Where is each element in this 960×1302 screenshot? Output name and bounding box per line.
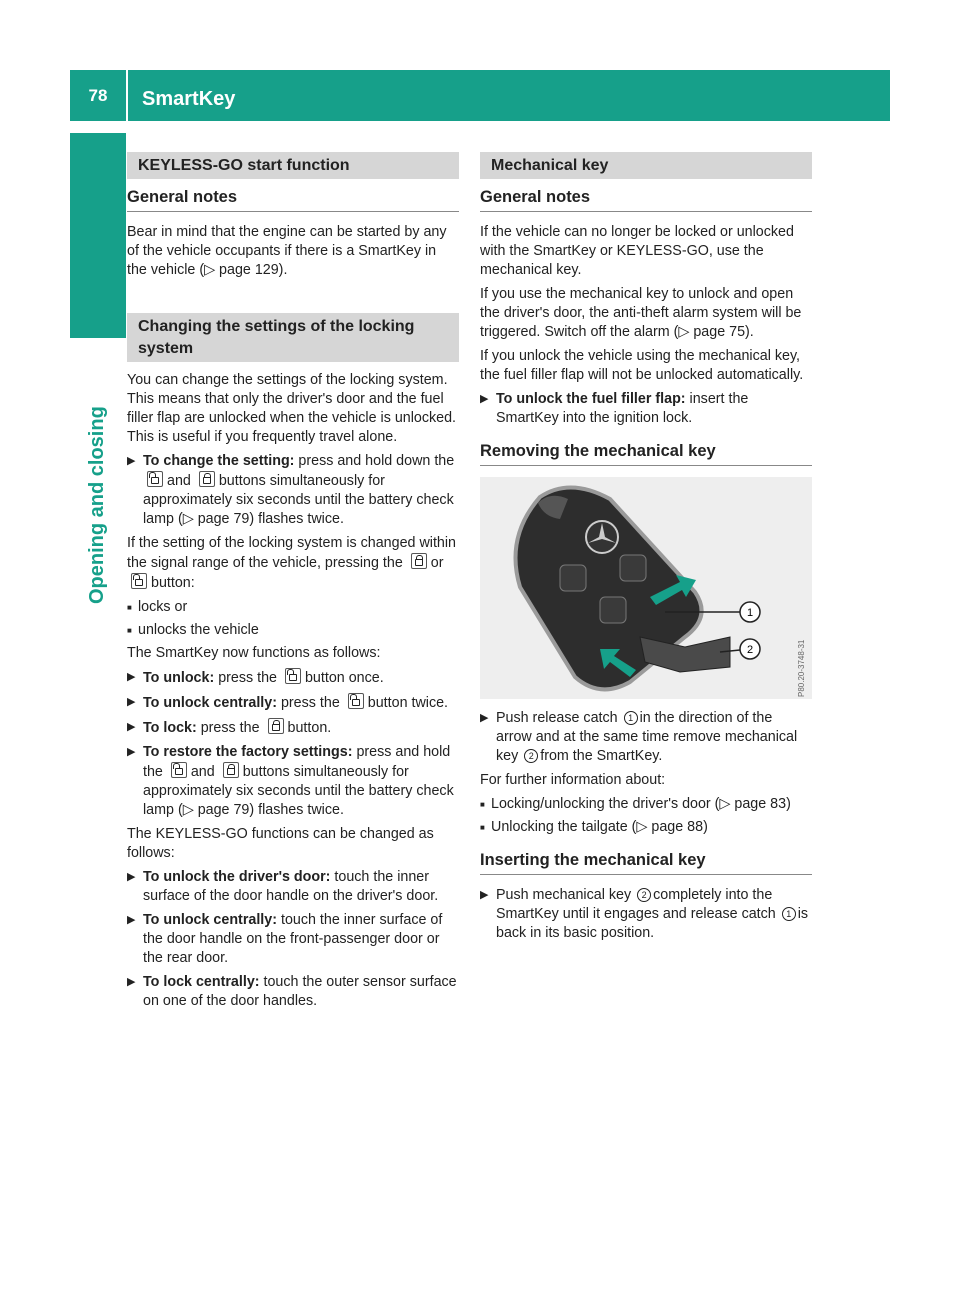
- unlock-button-icon: [131, 573, 147, 589]
- list-item: ■ Unlocking the tailgate (▷ page 88): [480, 818, 812, 837]
- callout-2: 2: [524, 749, 538, 763]
- paragraph: The KEYLESS-GO functions can be changed as follows:: [127, 826, 434, 861]
- left-column: [127, 152, 459, 1016]
- figure-label-2: 2: [746, 644, 754, 656]
- subsection-title: Removing the mechanical key: [480, 442, 812, 466]
- step-change-setting: ▶ To change the setting: press and hold down the and buttons simultaneously for approximately six seconds until the battery check lamp (▷ page 79) flashes twice.: [127, 452, 459, 529]
- step-insert-key: ▶ Push mechanical key 2 completely into the SmartKey until it engages and release catch 1 is back in its basic position.: [480, 886, 812, 943]
- paragraph: If the vehicle can no longer be locked or unlocked with the SmartKey or KEYLESS-GO, use the mechanical key.: [480, 224, 794, 278]
- step-unlock-centrally: ▶ To unlock centrally: press the button twice.: [127, 693, 459, 713]
- side-tab-marker: [70, 133, 126, 338]
- subsection-title: Inserting the mechanical key: [480, 851, 812, 875]
- paragraph: Bear in mind that the engine can be started by any of the vehicle occupants if there is a SmartKey in the vehicle (▷ page 129).: [127, 224, 447, 278]
- callout-1: 1: [624, 711, 638, 725]
- paragraph: If you unlock the vehicle using the mechanical key, the fuel filler flap will not be unlocked automatically.: [480, 348, 804, 383]
- step-lock: ▶ To lock: press the button.: [127, 718, 459, 738]
- lock-button-icon: [223, 762, 239, 778]
- header-divider: [126, 70, 128, 121]
- step-remove-key: ▶ Push release catch 1 in the direction of the arrow and at the same time remove mechanical key 2 from the SmartKey.: [480, 709, 812, 766]
- section-title: KEYLESS-GO start function: [127, 152, 459, 179]
- section-title: Mechanical key: [480, 152, 812, 179]
- unlock-button-icon: [147, 471, 163, 487]
- lock-button-icon: [411, 553, 427, 569]
- subsection-title: General notes: [127, 188, 459, 212]
- side-tab: [70, 340, 126, 610]
- step-fuel-flap: ▶ To unlock the fuel filler flap: insert the SmartKey into the ignition lock.: [480, 390, 812, 428]
- unlock-button-icon: [285, 668, 301, 684]
- paragraph: You can change the settings of the locking system. This means that only the driver's door and the fuel filler flap are unlocked when the vehicle is unlocked. This is useful if you frequently travel alone.: [127, 372, 457, 445]
- step-unlock: ▶ To unlock: press the button once.: [127, 668, 459, 688]
- page-title: SmartKey: [142, 88, 236, 110]
- page-number: 78: [88, 85, 108, 105]
- smartkey-figure: [480, 477, 812, 699]
- step-keyless-lock: ▶ To lock centrally: touch the outer sensor surface on one of the door handles.: [127, 973, 459, 1011]
- paragraph: For further information about:: [480, 772, 666, 788]
- step-restore-factory: ▶ To restore the factory settings: press and hold the and buttons simultaneously for approximately six seconds until the battery check lamp (▷ page 79) flashes twice.: [127, 743, 459, 820]
- step-keyless-driver: ▶ To unlock the driver's door: touch the inner surface of the door handle on the driver's door.: [127, 868, 459, 906]
- list-item: ■ locks or: [127, 598, 459, 617]
- paragraph: If you use the mechanical key to unlock and open the driver's door, the anti-theft alarm system will be triggered. Switch off the alarm (▷ page 75).: [480, 286, 802, 340]
- lock-button-icon: [199, 471, 215, 487]
- callout-2: 2: [637, 888, 651, 902]
- unlock-button-icon: [171, 762, 187, 778]
- paragraph: The SmartKey now functions as follows:: [127, 645, 381, 661]
- list-item: ■ Locking/unlocking the driver's door (▷ page 83): [480, 795, 812, 814]
- lock-button-icon: [268, 718, 284, 734]
- side-tab-label: Opening and closing: [86, 406, 108, 604]
- smartkey-illustration: [480, 477, 812, 699]
- callout-1: 1: [782, 907, 796, 921]
- paragraph: If the setting of the locking system is changed within the signal range of the vehicle, pressing the or button:: [127, 535, 457, 591]
- right-column: [480, 152, 812, 948]
- step-keyless-central: ▶ To unlock centrally: touch the inner surface of the door handle on the front-passenger door or the rear door.: [127, 911, 459, 968]
- subsection-title: General notes: [480, 188, 812, 212]
- unlock-button-icon: [348, 693, 364, 709]
- list-item: ■ unlocks the vehicle: [127, 621, 459, 640]
- figure-code: P80.20-3748-31: [797, 639, 806, 697]
- section-title: Changing the settings of the locking system: [127, 313, 459, 362]
- figure-label-1: 1: [746, 607, 754, 619]
